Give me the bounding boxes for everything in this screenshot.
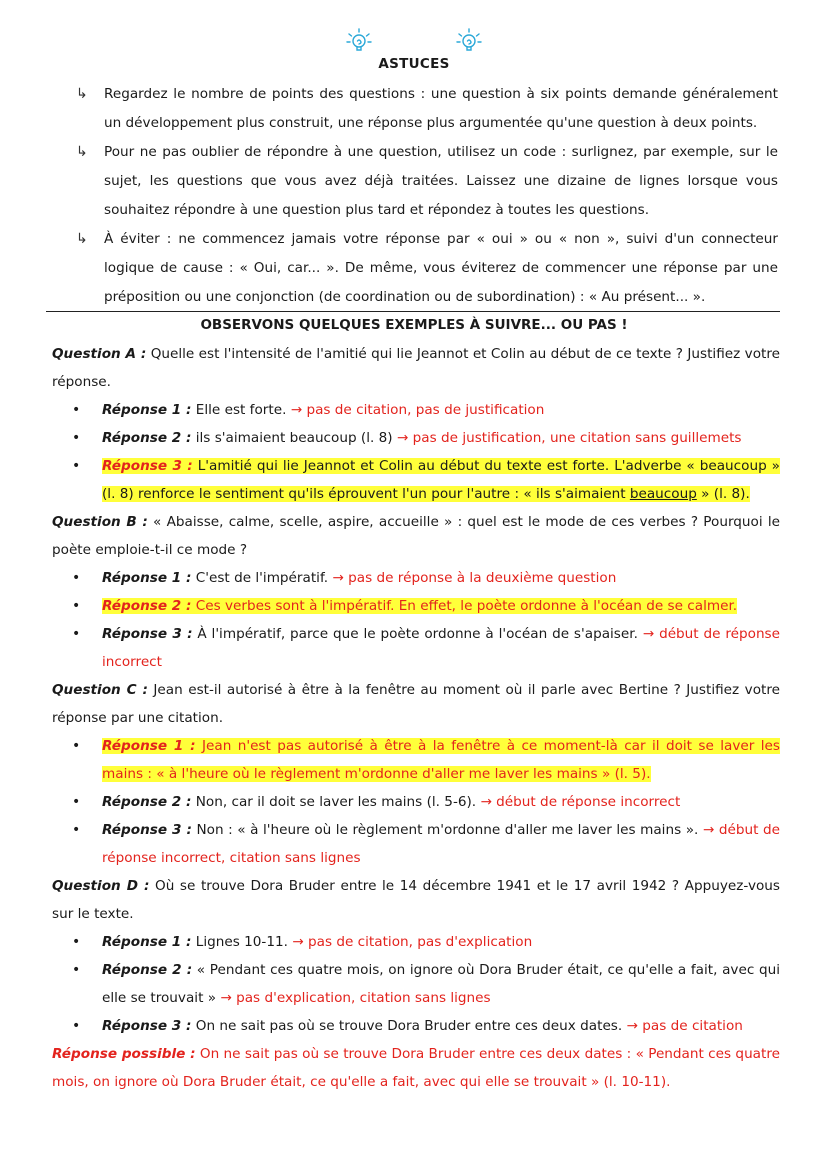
section-title: OBSERVONS QUELQUES EXEMPLES À SUIVRE... OU PAS ! — [200, 317, 628, 333]
answer-comment: pas de réponse à la deuxième question — [348, 570, 617, 586]
answer-label: Réponse 2 : — [102, 962, 193, 978]
comment-arrow-icon: → — [702, 822, 715, 838]
answer-item — [52, 816, 780, 872]
possible-answer — [52, 1040, 780, 1096]
answer-text: Jean n'est pas autorisé à être à la fenêtre à ce moment-là car il doit se laver les mains : « à l'heure où le règlement m'ordonne d'aller me laver les mains » (l. 5). — [102, 738, 780, 782]
question-label: Question A : — [52, 346, 147, 362]
answer-text: Ces verbes sont à l'impératif. En effet, le poète ordonne à l'océan de se calmer. — [191, 598, 738, 614]
bullet-icon: • — [72, 402, 81, 418]
answer-comment: pas de citation — [642, 1018, 743, 1034]
answer-comment: pas de citation, pas de justification — [306, 402, 545, 418]
tip-text: Pour ne pas oublier de répondre à une question, utilisez un code : surlignez, par exemple, sur le sujet, les questions que vous avez déjà traitées. Laissez une dizaine de lignes lorsque vous souhaitez répondre à une question plus tard et répondez à toutes les questions. — [104, 144, 778, 218]
bullet-icon: • — [72, 1018, 81, 1034]
comment-arrow-icon: → — [220, 990, 232, 1006]
answer-text: ils s'aimaient beaucoup (l. 8) — [191, 430, 393, 446]
question-text: Jean est-il autorisé à être à la fenêtre au moment où il parle avec Bertine ? Justifiez votre réponse par une citation. — [52, 682, 780, 726]
return-arrow-icon: ↳ — [76, 231, 88, 247]
answer-item — [52, 424, 780, 452]
bullet-icon: • — [72, 822, 81, 838]
answer-comment: pas d'explication, citation sans lignes — [236, 990, 491, 1006]
question-text: Quelle est l'intensité de l'amitié qui lie Jeannot et Colin au début de ce texte ? Justifiez votre réponse. — [52, 346, 780, 390]
answer-label: Réponse 2 : — [102, 430, 192, 446]
answer-label: Réponse 3 : — [102, 626, 193, 642]
answer-label: Réponse 2 : — [102, 794, 192, 810]
answer-item — [52, 1012, 780, 1040]
answers-list — [52, 928, 780, 1040]
answer-label: Réponse 2 : — [102, 598, 192, 614]
possible-answer-label: Réponse possible : — [52, 1046, 196, 1062]
question-text: Où se trouve Dora Bruder entre le 14 décembre 1941 et le 17 avril 1942 ? Appuyez-vous sur le texte. — [52, 878, 780, 922]
comment-arrow-icon: → — [642, 626, 655, 642]
tip-item — [76, 225, 778, 312]
question-d — [52, 872, 780, 928]
bullet-icon: • — [72, 626, 81, 642]
bullet-icon: • — [72, 458, 81, 474]
answer-label: Réponse 1 : — [102, 402, 192, 418]
lightbulb-icon — [454, 26, 484, 56]
answer-item — [52, 620, 780, 676]
comment-arrow-icon: → — [292, 934, 304, 950]
comment-arrow-icon: → — [480, 794, 492, 810]
possible-answer-text: On ne sait pas où se trouve Dora Bruder entre ces deux dates : « Pendant ces quatre mois, on ignore où Dora Bruder était, ce qu'elle a fait, avec qui elle se trouvait » (l. 10-11). — [52, 1046, 780, 1090]
bullet-icon: • — [72, 430, 81, 446]
comment-arrow-icon: → — [396, 430, 409, 446]
answer-label: Réponse 1 : — [102, 570, 192, 586]
answers-list — [52, 732, 780, 872]
tip-text: À éviter : ne commencez jamais votre réponse par « oui » ou « non », suivi d'un connecteur logique de cause : « Oui, car... ». De même, vous éviterez de commencer une réponse par une préposition ou une conjonction (de coordination ou de subordination) : « Au présent... ». — [104, 231, 778, 305]
page-title: ASTUCES — [378, 56, 450, 72]
return-arrow-icon: ↳ — [76, 144, 88, 160]
answer-item — [52, 396, 780, 424]
answer-label: Réponse 3 : — [102, 822, 192, 838]
lightbulb-icon — [344, 26, 374, 56]
comment-arrow-icon: → — [290, 402, 303, 418]
answer-text: Non, car il doit se laver les mains (l. 5-6). — [191, 794, 477, 810]
divider — [46, 311, 780, 312]
answer-comment: début de réponse incorrect, citation sans lignes — [102, 822, 780, 866]
answer-label: Réponse 1 : — [102, 934, 192, 950]
bullet-icon: • — [72, 962, 81, 978]
answers-list — [52, 564, 780, 676]
answer-text: L'amitié qui lie Jeannot et Colin au début du texte est forte. L'adverbe « beaucoup » (l. 8) renforce le sentiment qu'ils éprouvent l'un pour l'autre : « ils s'aimaient — [102, 458, 780, 502]
tip-item — [76, 80, 778, 138]
questions-section — [52, 340, 780, 1096]
answer-item-highlighted — [52, 732, 780, 788]
question-label: Question D : — [52, 878, 150, 894]
tip-item — [76, 138, 778, 225]
question-label: Question B : — [52, 514, 148, 530]
tips-list — [76, 80, 778, 312]
question-a — [52, 340, 780, 396]
bullet-icon: • — [72, 738, 81, 754]
answer-item — [52, 956, 780, 1012]
answer-comment: pas de justification, une citation sans guillemets — [412, 430, 742, 446]
answer-item-highlighted — [52, 592, 780, 620]
tip-text: Regardez le nombre de points des questions : une question à six points demande généralement un développement plus construit, une réponse plus argumentée qu'une question à deux points. — [104, 86, 778, 131]
answer-text: Lignes 10-11. — [191, 934, 288, 950]
comment-arrow-icon: → — [332, 570, 344, 586]
answer-item — [52, 788, 780, 816]
answer-label: Réponse 1 : — [102, 738, 196, 754]
answer-text: Non : « à l'heure où le règlement m'ordonne d'aller me laver les mains ». — [191, 822, 699, 838]
answer-text: Elle est forte. — [191, 402, 287, 418]
bullet-icon: • — [72, 934, 81, 950]
bullet-icon: • — [72, 598, 81, 614]
comment-arrow-icon: → — [626, 1018, 638, 1034]
answer-label: Réponse 3 : — [102, 458, 193, 474]
answer-comment: début de réponse incorrect — [102, 626, 781, 670]
question-c — [52, 676, 780, 732]
answer-item-highlighted — [52, 452, 780, 508]
answer-text: « Pendant ces quatre mois, on ignore où Dora Bruder était, ce qu'elle a fait, avec qui elle se trouvait » — [102, 962, 780, 1006]
header — [0, 26, 828, 74]
answers-list — [52, 396, 780, 508]
answer-text: C'est de l'impératif. — [191, 570, 329, 586]
answer-item — [52, 928, 780, 956]
answer-item — [52, 564, 780, 592]
answer-label: Réponse 3 : — [102, 1018, 192, 1034]
bullet-icon: • — [72, 570, 81, 586]
question-label: Question C : — [52, 682, 148, 698]
question-text: « Abaisse, calme, scelle, aspire, accueille » : quel est le mode de ces verbes ? Pourquoi le poète emploie-t-il ce mode ? — [52, 514, 781, 558]
return-arrow-icon: ↳ — [76, 86, 88, 102]
question-b — [52, 508, 780, 564]
answer-text: On ne sait pas où se trouve Dora Bruder entre ces deux dates. — [191, 1018, 623, 1034]
answer-text: À l'impératif, parce que le poète ordonne à l'océan de s'apaiser. — [192, 626, 638, 642]
answer-comment: pas de citation, pas d'explication — [308, 934, 533, 950]
underlined-word: beaucoup — [629, 486, 697, 502]
bullet-icon: • — [72, 794, 81, 810]
answer-text-end: » (l. 8). — [696, 486, 750, 502]
answer-comment: début de réponse incorrect — [496, 794, 681, 810]
